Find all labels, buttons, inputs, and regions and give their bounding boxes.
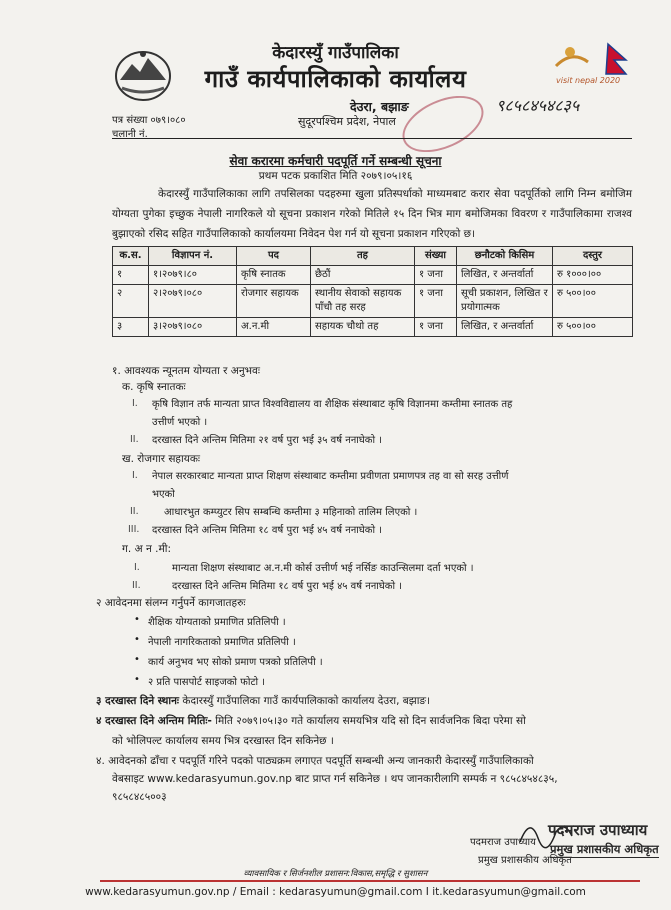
header-fee: दस्तुर [553,247,633,266]
handwritten-phone: ९८५८४५४८३५ [496,96,580,115]
signatory-title: प्रमुख प्रशासकीय अधिकृत [478,855,572,866]
qualification-line: नेपाल सरकारबाट मान्यता प्राप्त शिक्षण संस्थाबाट कम्तीमा प्रवीणता प्रमाणपत्र तह वा सो सरह उत्तीर्ण [152,471,509,482]
dispatch-number: चलानी नं. [112,129,148,140]
section4-label: ४ दरखास्त दिने अन्तिम मितिः- [96,715,212,727]
section3-label: ३ दरखास्त दिने स्थानः [96,695,180,707]
document-item: शैक्षिक योग्यताको प्रमाणित प्रतिलिपी । [148,617,286,628]
section3 [96,694,626,708]
qualification-line: भएको [152,489,175,500]
office-name: गाउँ कार्यपालिकाको कार्यालय [204,65,467,93]
cell-selection: सूची प्रकाशन, लिखित र प्रयोगात्मक [457,285,553,318]
cell-fee: रु ५००।०० [553,318,633,337]
item-number: II. [130,434,139,445]
table-row [113,318,633,337]
group-agriculture-title: क. कृषि स्नातकः [122,381,186,393]
item-number: I. [132,470,138,481]
cell-count: १ जना [415,285,457,318]
header-count: संख्या [415,247,457,266]
cell-level: स्थानीय सेवाको सहायक पाँचौ तह सरह [311,285,415,318]
notice-title: सेवा करारमा कर्मचारी पदपूर्ति गर्ने सम्बन्धी सूचना [229,154,442,168]
qualification-line: आधारभुत कम्प्युटर सिप सम्बन्धि कम्तीमा ३ महिनाको तालिम लिएको । [164,507,418,518]
signatory-name: पदमराज उपाध्याय [470,837,536,848]
header-level: तह [311,247,415,266]
qualification-line: दरखास्त दिने अन्तिम मितिमा २१ वर्ष पुरा भई ३५ वर्ष ननाघेको । [152,435,383,446]
item-number: III. [128,524,140,535]
qualification-line: कृषि विज्ञान तर्फ मान्यता प्राप्त विश्वविद्यालय वा शैक्षिक संस्थाबाट कृषि विज्ञानमा कम्तीमा स्नातक तह [152,399,513,410]
signature-stamp-name: पदमराज उपाध्याय [548,821,648,839]
cell-selection: लिखित, र अन्तर्वार्ता [457,318,553,337]
header-divider [112,138,632,139]
document-item: नेपाली नागरिकताको प्रमाणित प्रतिलिपी । [148,637,296,648]
reference-number: पत्र संख्या ०७९।०८० [112,115,186,126]
cell-sn: १ [113,266,149,285]
section4-line1: मिति २०७९।०५।३० गते कार्यालय समयभित्र यदि सो दिन सार्वजनिक बिदा परेमा सो [215,715,526,727]
visit-nepal-logo-text: visit nepal 2020 [556,76,621,85]
item-number: I. [132,398,138,409]
cell-post: अ.न.मी [237,318,311,337]
section2-heading: २ आवेदनमा संलग्न गर्नुपर्ने कागजातहरुः [96,597,246,609]
cell-level: छैठौं [311,266,415,285]
section4 [96,714,626,728]
header-selection: छनौटको किसिम [457,247,553,266]
section5-line2: वेबसाइट www.kedarasyumun.gov.np बाट प्राप्त गर्न सकिनेछ । थप जानकारीलागि सम्पर्क न ९८५८४५४८३५, [112,773,558,785]
document-item: कार्य अनुभव भए सोको प्रमाण पत्रको प्रतिलिपी । [148,657,323,668]
footer-divider [100,880,640,882]
qualification-line: दरखास्त दिने अन्तिम मितिमा १८ वर्ष पुरा भई ४५ वर्ष ननाघेको । [152,525,383,536]
office-province: सुदूरपश्चिम प्रदेश, नेपाल [298,115,396,128]
section3-text: केदारस्युँ गाउँपालिका गाउँ कार्यपालिकाको कार्यालय देउरा, बझाङ। [182,695,431,707]
qualification-line: उत्तीर्ण भएको । [152,417,208,428]
cell-selection: लिखित, र अन्तर्वार्ता [457,266,553,285]
cell-level: सहायक चौथो तह [311,318,415,337]
table-header-row [113,247,633,266]
office-location: देउरा, बझाङ [350,99,409,114]
item-number: I. [134,562,140,573]
cell-post: कृषि स्नातक [237,266,311,285]
table-row [113,266,633,285]
notice-intro: केदारस्युँ गाउँपालिकाका लागि तपसिलका पदहरुमा खुला प्रतिस्पर्धाको माध्यमबाट करार सेवा पदपूर्तिको लागि निम्न बमोजिम योग्यता पुगेका इच्छुक नेपाली नागरिकले यो सूचना प्रकाशन गरेको मितिले १५ दिन भित्र माग बमोजिमका विवरण र गाउँपालिकामा राजश्व बुझाएको रसिद सहित गाउँपालिकाको कार्यालयमा निवेदन पेश गर्न यो सूचना प्रकाशन गरिएको छ। [112,188,632,240]
bullet-icon: • [134,674,140,685]
notice-date: प्रथम पटक प्रकाशित मिति २०७९।०५।१६ [258,170,413,182]
header-ad-no: विज्ञापन नं. [149,247,237,266]
cell-fee: रु १०००।०० [553,266,633,285]
section5-line1: ४. आवेदनको ढाँचा र पदपूर्ति गरिने पदको पाठ्यक्रम लगाएत पदपूर्ति सम्बन्धी अन्य जानकारी केदारस्युँ गाउँपालिकाको [96,755,534,767]
cell-count: १ जना [415,318,457,337]
section5-line3: ९८५८४८५००३ [112,791,167,803]
cell-count: १ जना [415,266,457,285]
cell-ad-no: १।२०७९।८० [149,266,237,285]
header-sn: क.स. [113,247,149,266]
qualification-line: दरखास्त दिने अन्तिम मितिमा १८ वर्ष पुरा भई ४५ वर्ष ननाघेको । [172,581,403,592]
group-anm-title: ग. अ न .मी: [122,543,171,555]
cell-sn: २ [113,285,149,318]
footer-tagline: व्यावसायिक र सिर्जनशील प्रशासन:विकास,समृद्धि र सुशासन [243,869,428,879]
header-post: पद [237,247,311,266]
bullet-icon: • [134,614,140,625]
section1-heading: १. आवश्यक न्यूनतम योग्यता र अनुभवः [112,365,260,377]
municipality-name: केदारस्युँ गाउँपालिका [272,43,399,63]
bullet-icon: • [134,634,140,645]
cell-sn: ३ [113,318,149,337]
item-number: II. [130,506,139,517]
cell-ad-no: २।२०७९।०८० [149,285,237,318]
bullet-icon: • [134,654,140,665]
signature-stamp-title: प्रमुख प्रशासकीय अधिकृत [550,842,659,856]
footer-contact: www.kedarasyumun.gov.np / Email : kedarasyumun@gmail.com I it.kedarasyumun@gmail.com [85,886,586,898]
section4-line2: को भोलिपल्ट कार्यालय समय भित्र दरखास्त दिन सकिनेछ । [112,735,334,747]
item-number: II. [132,580,141,591]
cell-ad-no: ३।२०७९।०८० [149,318,237,337]
cell-post: रोजगार सहायक [237,285,311,318]
qualification-line: मान्यता शिक्षण संस्थाबाट अ.न.मी कोर्स उत्तीर्ण भई नर्सिङ काउन्सिलमा दर्ता भएको । [172,563,474,574]
document-item: २ प्रति पासपोर्ट साइजको फोटो । [148,677,266,688]
group-employment-title: ख. रोजगार सहायकः [122,453,201,465]
vacancy-table [112,246,633,337]
table-row [113,285,633,318]
cell-fee: रु ५००।०० [553,285,633,318]
